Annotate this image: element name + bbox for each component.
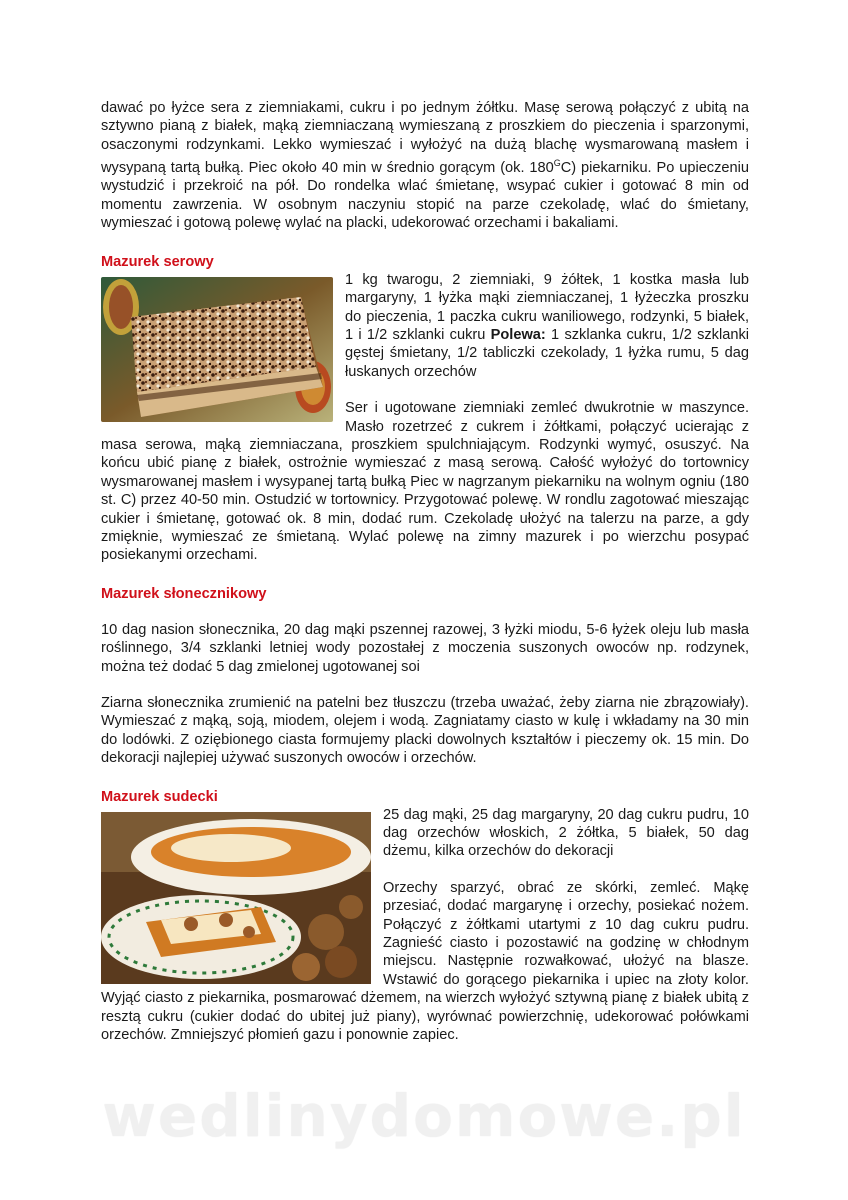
- section-title: Mazurek słonecznikowy: [101, 585, 267, 602]
- ingredients-text: 1 kg twarogu, 2 ziemniaki, 9 żółtek, 1 kostka masła lub margaryny, 1 łyżka mąki ziemniaczanej, 1 łyżeczka proszku do pieczenia, 1 paczka cukru waniliowego, rodzynki, 5 białek, 1 i 1/2 szklanki cukru Polewa: 1 szklanka cukru, 1/2 szklanki gęstej śmietany, 1/2 tabliczki czekolady, 1 łyżka rumu, 5 dag łuskanych orzechów: [345, 271, 749, 380]
- section-title: Mazurek sudecki: [101, 788, 218, 805]
- intro-paragraph: dawać po łyżce sera z ziemniakami, cukru i po jednym żółtku. Masę serową połączyć z ubitą na sztywno pianą z białek, mąką ziemniaczaną wymieszaną z proszkiem do pieczenia i sparzonymi, osaczonymi rodzynkami. Lekko wymieszać i wyłożyć na dużą blachę wysmarowaną masłem i wysypaną tartą bułką. Piec około 40 min w średnio gorącym (ok. $180^GC$) piekarniku. Po upieczeniu wystudzić i przekroić na pół. Do rondelka wlać śmietanę, wsypać cukier i gotować 8 min od momentu zawrzenia. W osobnym naczyniu stopić na parze czekoladę, wlać do śmietany, wymieszać i gotową polewę wylać na placki, udekorować orzechami i bakaliami.: [101, 100, 749, 232]
- watermark: wedlinydomowe.pl: [102, 1082, 746, 1150]
- method-text: Ziarna słonecznika zrumienić na patelni bez tłuszczu (trzeba uważać, żeby ziarna nie zbrązowiały). Wymieszać z mąką, soją, miodem, olejem i wodą. Zagniatamy ciasto w kulę i wkładamy na 30 min do lodówki. Z oziębionego ciasta formujemy placki dowolnych kształtów i pieczemy ok. 15 min. Do dekoracji najlepiej używać suszonych owoców i orzechów.: [101, 695, 749, 767]
- method-text: Ser i ugotowane ziemniaki zemleć dwukrotnie w maszynce. Masło rozetrzeć z cukrem i żółtkami, połączyć ucierając z masa serowa, mąką ziemniaczana, proszkiem spulchniającym. Rodzynki wymyć, osuszyć. Na końcu ubić pianę z białek, ostrożnie wymieszać z masą serową. Całość wyłożyć do tortownicy wysmarowanej masłem i wysypanej tartą bułką Piec w nagrzanym piekarniku na wolnym ogniu (180 st. C) przez 40-50 min. Ostudzić w tortownicy. Przygotować polewę. W rondlu zagotować mieszając cukier i śmietanę, gotować ok. 8 min, dodać rum. Czekoladę ułożyć na talerzu na parze, a gdy zmięknie, wymieszać ze śmietaną. Wylać polewę na zimny mazurek i po wierzchu posypać posiekanymi orzechami.: [101, 400, 749, 564]
- ingredients-text: 25 dag mąki, 25 dag margaryny, 20 dag cukru pudru, 10 dag orzechów włoskich, 2 żółtka, 5 białek, 50 dag dżemu, kilka orzechów do dekoracji: [383, 806, 749, 860]
- mazurek-sudecki-photo: [101, 812, 371, 984]
- document-page: [101, 99, 749, 1045]
- section-mazurek-sudecki: [101, 788, 749, 1045]
- mazurek-serowy-photo: [101, 277, 333, 422]
- section-title: Mazurek serowy: [101, 253, 214, 270]
- ingredients-text: 10 dag nasion słonecznika, 20 dag mąki pszennej razowej, 3 łyżki miodu, 5-6 łyżek oleju lub masła roślinnego, 3/4 szklanki letniej wody pozostałej z moczenia suszonych owoców np. rodzynek, można też dodać 5 dag zmielonej ugotowanej soi: [101, 621, 749, 675]
- section-mazurek-slonecznikowy: [101, 585, 749, 768]
- section-mazurek-serowy: [101, 253, 749, 565]
- method-text: Orzechy sparzyć, obrać ze skórki, zemleć. Mąkę przesiać, dodać margarynę i orzechy, posiekać nożem. Połączyć z żółtkami utartymi z 10 dag cukru pudru. Zagnieść ciasto i pozostawić na godzinę w chłodnym miejscu. Następnie rozwałkować, ułożyć na blasze. Wstawić do gorącego piekarnika i upiec na złoty kolor. Wyjąć ciasto z piekarnika, posmarować dżemem, na wierzch wyłożyć sztywną pianę z białek ubitą z resztą cukru (cukier dodać do ubitej już piany), wyrównać powierzchnię, udekorować połówkami orzechów. Zmniejszyć płomień gazu i ponownie zapiec.: [101, 879, 749, 1044]
- polewa-label: Polewa:: [490, 326, 546, 343]
